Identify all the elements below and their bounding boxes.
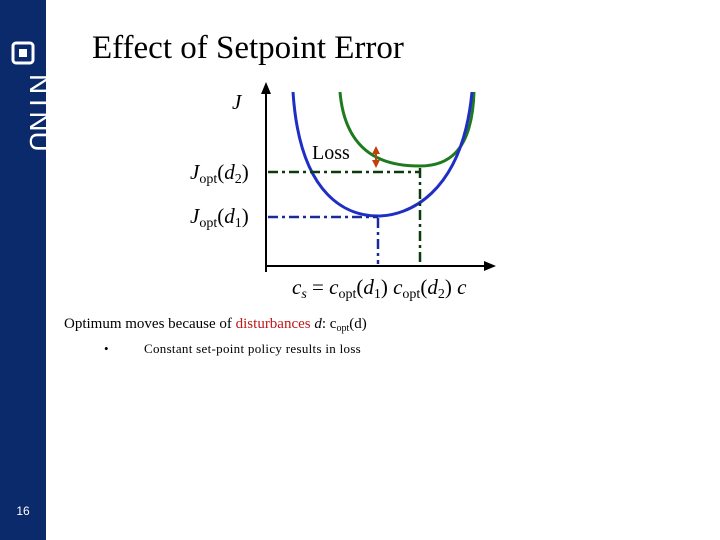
bullet-dot: • xyxy=(104,341,109,356)
curve-d2 xyxy=(340,92,474,166)
copt-d1-sub: opt xyxy=(338,287,357,302)
bullet-text: Constant set-point policy results in loss xyxy=(144,341,362,356)
jopt-d2-arg-sub: 2 xyxy=(234,172,242,187)
copt-d1-base: c xyxy=(329,275,339,299)
cs-base: c xyxy=(292,275,302,299)
main-statement xyxy=(64,316,367,334)
loss-arrow-head-up xyxy=(372,146,380,154)
jopt-d1-base: J xyxy=(190,204,200,228)
statement-d: d xyxy=(310,316,322,332)
statement-part-a: Optimum moves because of xyxy=(64,316,236,332)
c-axis-var: c xyxy=(457,275,467,299)
copt-d2-sub: opt xyxy=(402,287,421,302)
loss-label: Loss xyxy=(312,142,350,164)
jopt-d1-label xyxy=(190,204,249,232)
jopt-d2-arg: d xyxy=(224,160,235,184)
jopt-d2-base: J xyxy=(190,160,200,184)
statement-copt: : c xyxy=(321,316,337,332)
x-axis-arrow xyxy=(484,261,496,271)
x-axis-label xyxy=(292,275,466,303)
jopt-d2-label xyxy=(190,160,249,188)
jopt-d2-sub: opt xyxy=(199,172,218,187)
y-axis-label: J xyxy=(232,90,242,114)
equals: = xyxy=(306,275,330,299)
y-axis-arrow xyxy=(261,82,271,94)
page-number: 16 xyxy=(16,504,30,518)
cs-sub: s xyxy=(301,287,307,302)
copt-d2-open: ( xyxy=(420,275,428,299)
statement-disturbances: disturbances xyxy=(235,316,311,332)
loss-arrow-head-down xyxy=(372,160,380,168)
bullet-item xyxy=(104,341,361,357)
jopt-d1-arg-open: ( xyxy=(217,204,225,228)
statement-arg: (d) xyxy=(349,316,367,332)
copt-d2-base: c xyxy=(393,275,403,299)
jopt-d2-close: ) xyxy=(241,160,249,184)
copt-d2-close: ) xyxy=(444,275,452,299)
copt-d1-arg: d xyxy=(363,275,374,299)
jopt-d2-arg-open: ( xyxy=(217,160,225,184)
copt-d2-arg: d xyxy=(427,275,438,299)
jopt-d1-arg-sub: 1 xyxy=(234,216,242,231)
statement-opt-sub: opt xyxy=(336,323,350,334)
copt-d2-arg-sub: 2 xyxy=(437,287,445,302)
copt-d1-arg-sub: 1 xyxy=(373,287,381,302)
copt-d1-open: ( xyxy=(356,275,364,299)
jopt-d1-close: ) xyxy=(241,204,249,228)
svg-text:NTNU: NTNU xyxy=(24,74,55,152)
jopt-d1-sub: opt xyxy=(199,216,218,231)
jopt-d1-arg: d xyxy=(224,204,235,228)
copt-d1-close: ) xyxy=(380,275,388,299)
slide-title: Effect of Setpoint Error xyxy=(92,30,404,66)
